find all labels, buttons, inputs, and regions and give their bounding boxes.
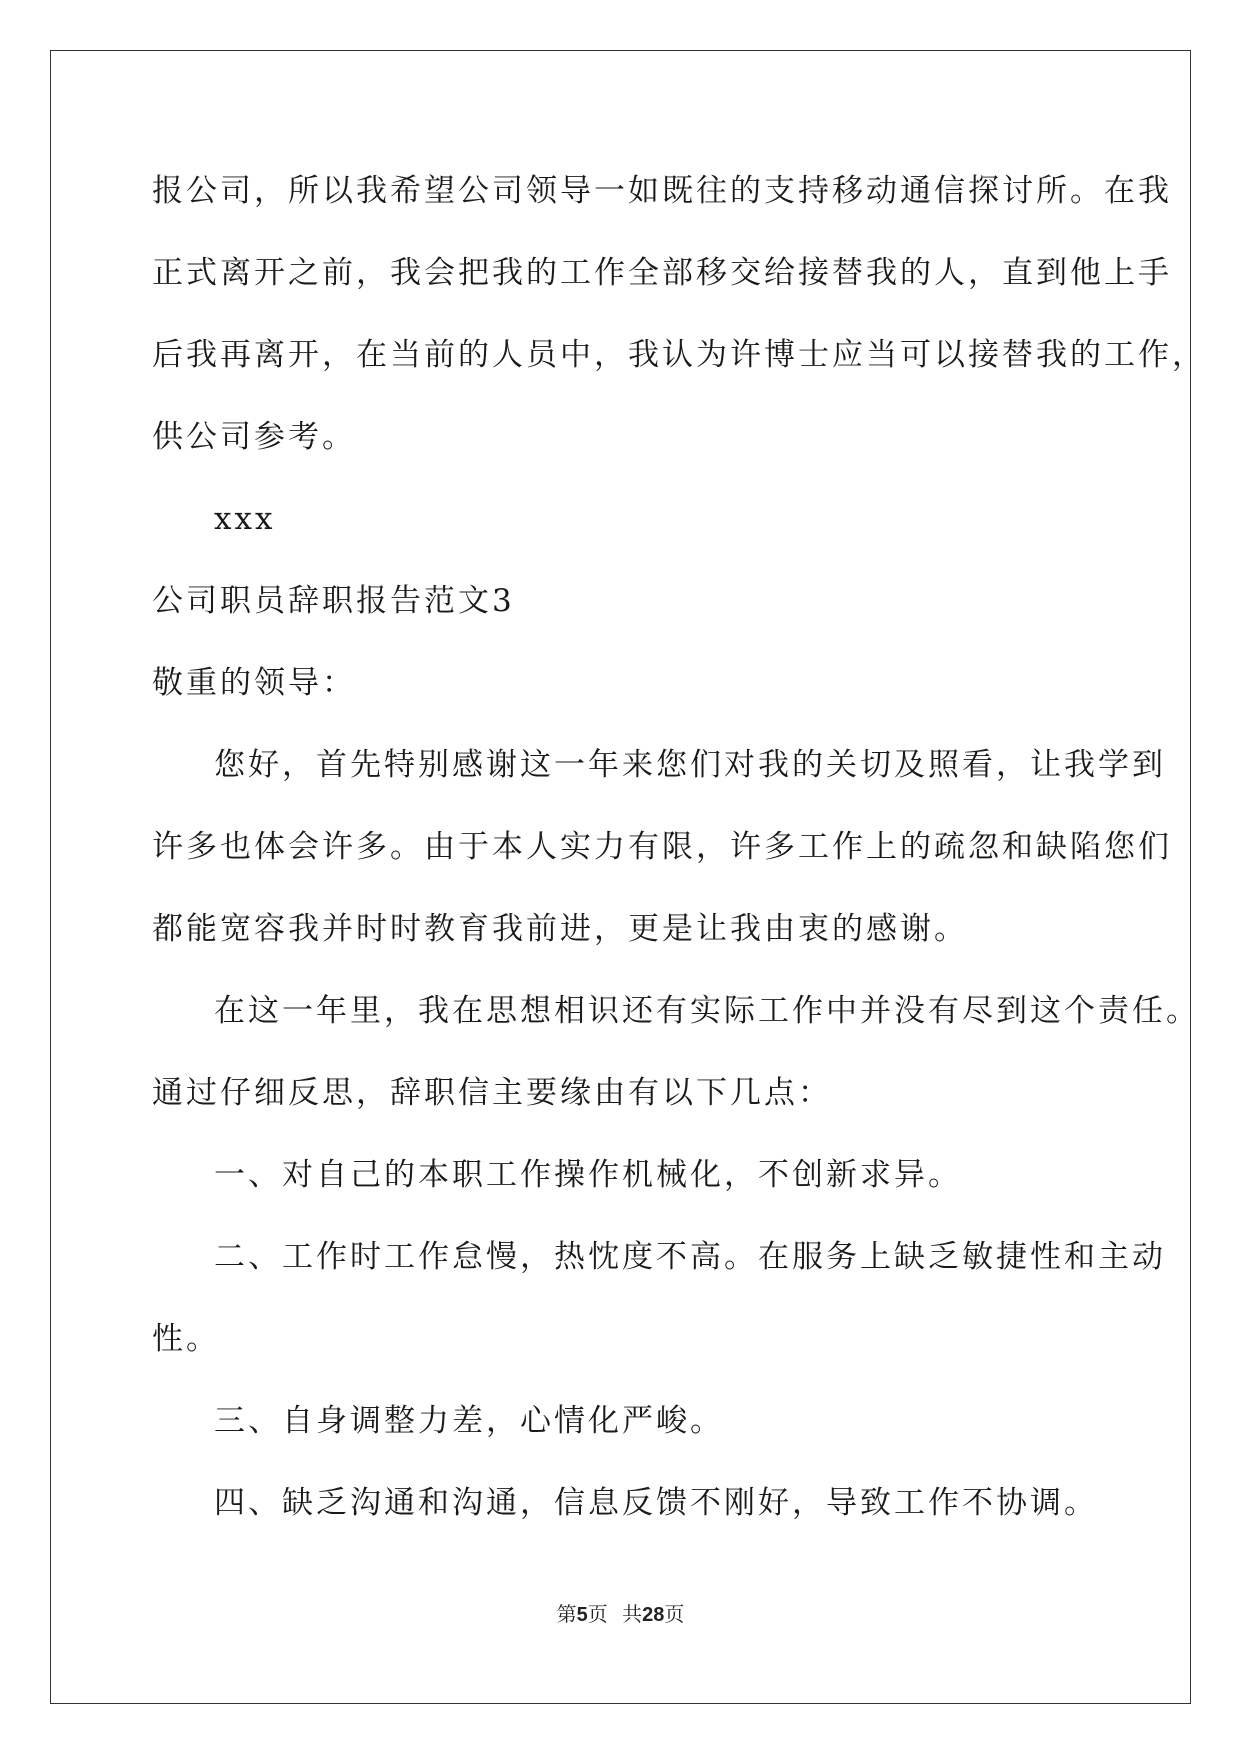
paragraph-line: 通过仔细反思，辞职信主要缘由有以下几点：: [152, 1075, 832, 1111]
total-unit: 页: [664, 1602, 685, 1626]
paragraph-line: 都能宽容我并时时教育我前进，更是让我由衷的感谢。: [152, 911, 968, 947]
page-prefix: 第: [556, 1602, 577, 1626]
document-body: [152, 166, 1206, 1560]
paragraph-line: 在这一年里，我在思想相识还有实际工作中并没有尽到这个责任。: [214, 993, 1200, 1029]
list-item: 四、缺乏沟通和沟通，信息反馈不刚好，导致工作不协调。: [214, 1485, 1098, 1521]
paragraph-line: 许多也体会许多。由于本人实力有限，许多工作上的疏忽和缺陷您们: [152, 829, 1172, 865]
page-number-footer: [0, 1598, 1241, 1627]
total-prefix: 共: [622, 1602, 643, 1626]
list-item-continuation: 性。: [152, 1321, 220, 1357]
page-total: 28: [642, 1604, 665, 1626]
page-current: 5: [576, 1604, 588, 1626]
list-item: 三、自身调整力差，心情化严峻。: [214, 1403, 724, 1439]
section-heading: 公司职员辞职报告范文3: [152, 583, 515, 619]
paragraph-line: 供公司参考。: [152, 419, 356, 455]
page-unit: 页: [587, 1602, 608, 1626]
salutation: 敬重的领导：: [152, 665, 356, 701]
paragraph-line: 报公司，所以我希望公司领导一如既往的支持移动通信探讨所。在我: [152, 173, 1172, 209]
paragraph-line: 您好，首先特别感谢这一年来您们对我的关切及照看，让我学到: [214, 747, 1166, 783]
list-item: 二、工作时工作怠慢，热忱度不高。在服务上缺乏敏捷性和主动: [214, 1239, 1166, 1275]
paragraph-line: 正式离开之前，我会把我的工作全部移交给接替我的人，直到他上手: [152, 255, 1172, 291]
signature-name: xxx: [214, 501, 276, 537]
list-item: 一、对自己的本职工作操作机械化，不创新求异。: [214, 1157, 962, 1193]
paragraph-line: 后我再离开，在当前的人员中，我认为许博士应当可以接替我的工作，: [152, 337, 1206, 373]
